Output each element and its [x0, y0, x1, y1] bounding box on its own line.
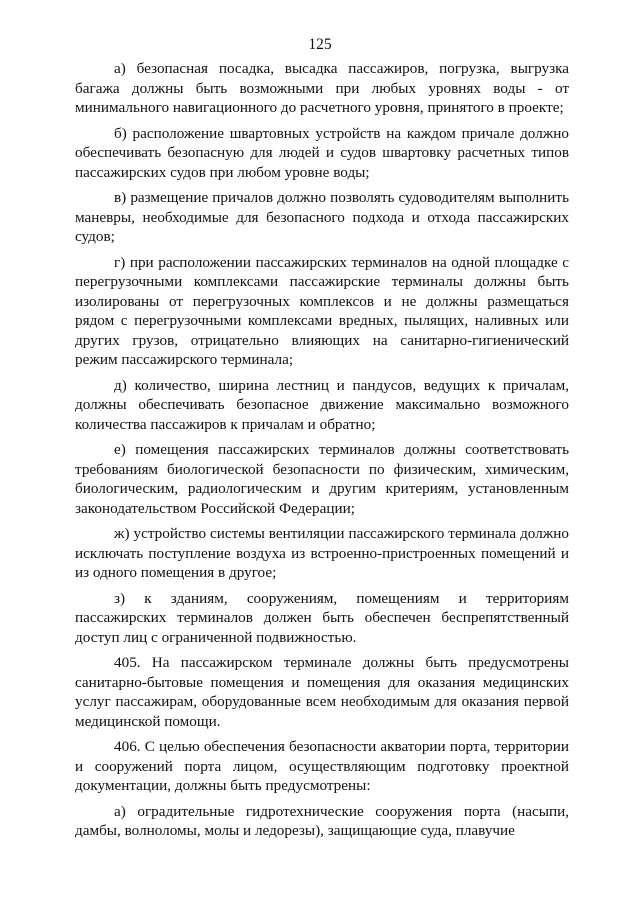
- page-number: 125: [308, 36, 332, 53]
- paragraph-item-v-berth-placement: в) размещение причалов должно позволять судоводителям выполнить маневры, необходимые для безопасного подхода и отхода пассажирских судов;: [75, 189, 569, 245]
- paragraph-item-e-biological-safety: е) помещения пассажирских терминалов должны соответствовать требованиям биологической безопасности по физическим, химическим, биологическим, радиологическим и другим критериям, установленным законодательством Российской Федерации;: [75, 441, 569, 517]
- paragraph-item-d-stairs-ramps: д) количество, ширина лестниц и пандусов, ведущих к причалам, должны обеспечивать безопасное движение максимально возможного количества пассажиров к причалам и обратно;: [75, 376, 569, 433]
- paragraph-item-zh-ventilation: ж) устройство системы вентиляции пассажирского терминала должно исключать поступление воздуха из встроенно-пристроенных помещений и из одного помещения в другое;: [75, 525, 569, 581]
- paragraph-item-g-terminal-isolation: г) при расположении пассажирских терминалов на одной площадке с перегрузочными комплексами пассажирские терминалы должны быть изолированы от перегрузочных комплексов и не должны размещаться рядом с перегрузочными комплексами вредных, пылящих, наливных или других грузов, отрицательно влияющих на санитарно-гигиенический режим пассажирского терминала;: [75, 253, 569, 368]
- paragraph-item-b-mooring-devices: б) расположение швартовных устройств на каждом причале должно обеспечивать безопасную для людей и судов швартовку расчетных типов пассажирских судов при любом уровне воды;: [75, 124, 569, 181]
- paragraph-item-a-protective-structures: а) оградительные гидротехнические сооружения порта (насыпи, дамбы, волноломы, молы и ледорезы), защищающие суда, плавучие: [75, 802, 569, 839]
- paragraph-item-a-passenger-boarding: а) безопасная посадка, высадка пассажиров, погрузка, выгрузка багажа должны быть возможными при любых уровнях воды - от минимального навигационного до расчетного уровня, принятого в проекте;: [75, 60, 569, 116]
- paragraph-406-port-safety: 406. С целью обеспечения безопасности акватории порта, территории и сооружений порта лицом, осуществляющим подготовку проектной документации, должны быть предусмотрены:: [75, 738, 569, 794]
- paragraph-405-medical-rooms: 405. На пассажирском терминале должны быть предусмотрены санитарно-бытовые помещения и помещения для оказания медицинских услуг пассажирам, оборудованные всем необходимым для оказания первой медицинской помощи.: [75, 654, 569, 730]
- paragraph-item-z-accessibility: з) к зданиям, сооружениям, помещениям и территориям пассажирских терминалов должен быть обеспечен беспрепятственный доступ лиц с ограниченной подвижностью.: [75, 589, 569, 646]
- page-body: [75, 59, 569, 841]
